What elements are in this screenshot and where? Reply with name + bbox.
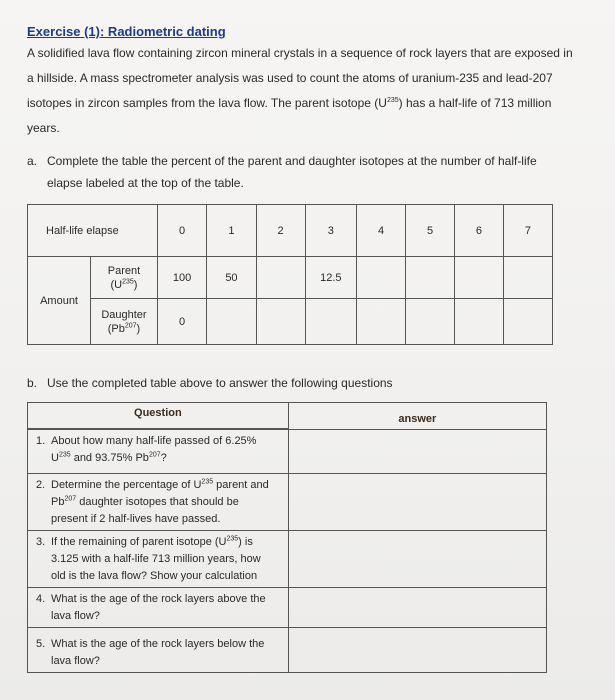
parent-cell-4[interactable]	[357, 257, 406, 299]
question-row-1	[28, 430, 547, 474]
q3-text-b: ) is 3.125 with a half-life 713 million years, how old is the lava flow? Show your calculation	[51, 536, 261, 582]
q1-text-a: About how many half-life passed of 6.25% U	[51, 435, 257, 464]
parent-cell-1[interactable]: 50	[207, 257, 256, 299]
answer-cell-3[interactable]	[288, 531, 546, 588]
q1-text-b: and 93.75% Pb	[70, 452, 149, 464]
col-1-header: 1	[207, 205, 256, 257]
q1-sup1: 235	[58, 451, 71, 459]
q4-text: What is the age of the rock layers above the lava flow?	[51, 593, 266, 622]
question-3	[28, 531, 289, 588]
daughter-cell-6[interactable]	[455, 299, 504, 345]
parent-sup: 235	[122, 277, 134, 285]
parent-cell-3[interactable]: 12.5	[305, 257, 357, 299]
parent-iso: (U	[110, 278, 123, 291]
intro-text-1: A solidified lava flow containing zircon mineral crystals in a sequence of rock layers that are exposed in a hillside. A mass spectrometer analysis was used to count the atoms of uranium-235 and lead-207 isotopes in zircon samples from the lava flow. The parent isotope (U	[27, 46, 573, 110]
intro-paragraph	[27, 41, 575, 141]
parent-label-cell	[91, 257, 158, 299]
q2-sup2: 207	[64, 495, 77, 503]
daughter-cell-7[interactable]	[503, 299, 552, 345]
part-b-text: Use the completed table above to answer the following questions	[47, 376, 393, 390]
parent-cell-6[interactable]	[455, 257, 504, 299]
table-header-row	[28, 205, 553, 257]
question-header: Question	[28, 403, 289, 429]
daughter-cell-0[interactable]: 0	[157, 299, 207, 345]
part-b-instruction	[27, 376, 393, 390]
q2-text-b: parent and Pb	[51, 479, 269, 508]
question-5	[28, 628, 289, 673]
half-life-header-cell	[28, 205, 158, 257]
intro-sup: 235	[386, 97, 399, 104]
question-row-4	[28, 588, 547, 628]
part-a-text: Complete the table the percent of the parent and daughter isotopes at the number of half-life elapse labeled at the top of the table.	[47, 154, 537, 190]
daughter-cell-5[interactable]	[406, 299, 455, 345]
q4-num: 4.	[36, 593, 46, 605]
answer-cell-4[interactable]	[288, 588, 546, 628]
page-title: Exercise (1): Radiometric dating	[27, 24, 226, 39]
col-7-header: 7	[503, 205, 552, 257]
daughter-iso: (Pb	[107, 322, 125, 335]
question-row-5	[28, 628, 547, 673]
answer-cell-5[interactable]	[288, 628, 546, 673]
question-1	[28, 430, 289, 474]
q1-num: 1.	[36, 435, 46, 447]
daughter-cell-4[interactable]	[357, 299, 406, 345]
q1-text-c: ?	[160, 452, 167, 464]
q5-num: 5.	[36, 638, 46, 650]
q2-text-c: daughter isotopes that should be present if 2 half-lives have passed.	[51, 496, 239, 525]
col-4-header: 4	[357, 205, 406, 257]
part-a-label: a.	[27, 154, 38, 168]
q3-text-a: If the remaining of parent isotope (U	[51, 536, 227, 548]
q2-sup1: 235	[201, 478, 214, 486]
q1-sup2: 207	[148, 451, 161, 459]
question-2	[28, 474, 289, 531]
parent-close: )	[133, 278, 138, 291]
amount-label: Amount	[40, 294, 78, 307]
q2-num: 2.	[36, 479, 46, 491]
amount-label-cell	[28, 257, 91, 345]
part-a-instruction	[27, 150, 567, 194]
col-5-header: 5	[406, 205, 455, 257]
q3-num: 3.	[36, 536, 46, 548]
daughter-cell-1[interactable]	[207, 299, 256, 345]
questions-header-row	[28, 403, 547, 429]
daughter-close: )	[136, 322, 141, 335]
q5-text: What is the age of the rock layers below the lava flow?	[51, 638, 265, 667]
part-b-label: b.	[27, 376, 38, 390]
half-life-header: Half-life elapse	[46, 224, 119, 237]
col-3-header: 3	[305, 205, 357, 257]
parent-cell-2[interactable]	[256, 257, 305, 299]
answer-cell-1[interactable]	[288, 430, 546, 474]
q3-sup1: 235	[226, 535, 239, 543]
parent-cell-7[interactable]	[503, 257, 552, 299]
parent-label: Parent	[107, 264, 141, 277]
answer-cell-2[interactable]	[288, 474, 546, 531]
question-row-3	[28, 531, 547, 588]
daughter-label-cell	[91, 299, 158, 345]
daughter-row	[28, 299, 553, 345]
daughter-label: Daughter	[101, 308, 147, 321]
questions-table	[27, 402, 547, 673]
question-4	[28, 588, 289, 628]
question-row-2	[28, 474, 547, 531]
col-2-header: 2	[256, 205, 305, 257]
half-life-table	[27, 204, 553, 345]
parent-row	[28, 257, 553, 299]
answer-header: answer	[288, 403, 546, 430]
daughter-sup: 207	[124, 321, 137, 329]
daughter-cell-2[interactable]	[256, 299, 305, 345]
parent-cell-0[interactable]: 100	[157, 257, 207, 299]
col-0-header: 0	[157, 205, 207, 257]
daughter-cell-3[interactable]	[305, 299, 357, 345]
q2-text-a: Determine the percentage of U	[51, 479, 202, 491]
intro-text-2: ) has a half-life of 713 million years.	[27, 96, 552, 135]
parent-cell-5[interactable]	[406, 257, 455, 299]
col-6-header: 6	[455, 205, 504, 257]
